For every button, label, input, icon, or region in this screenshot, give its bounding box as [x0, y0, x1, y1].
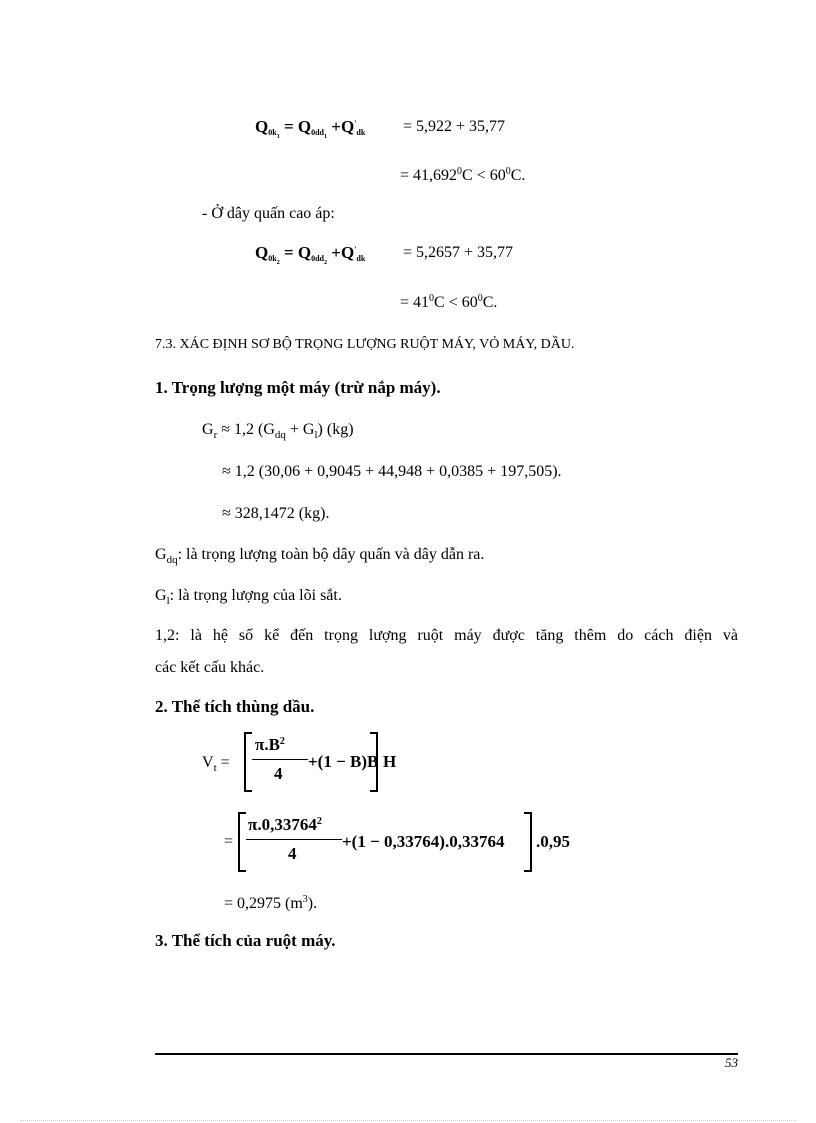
vt2-left-bracket	[238, 812, 246, 872]
vt-fraction-line	[252, 759, 308, 760]
heading-3: 3. Thể tích của ruột máy.	[155, 931, 336, 950]
vt2-equals: =	[224, 833, 234, 850]
coefficient-line-1: 1,2: là hệ số kể đến trọng lượng ruột máy được tăng thêm do cách điện và	[155, 627, 738, 644]
section-title: 7.3. XÁC ĐỊNH SƠ BỘ TRỌNG LƯỢNG RUỘT MÁY, VỎ MÁY, DẦU.	[155, 337, 575, 352]
vt2-end: .0,95	[536, 832, 570, 851]
vt-tail: +(1 − B)B	[308, 752, 379, 771]
page-bottom-border	[20, 1120, 796, 1121]
vt-right-bracket	[370, 732, 378, 792]
vt2-right-bracket	[524, 812, 532, 872]
vt-numerator: $\pi.B^2$	[255, 735, 285, 754]
vt2-tail: +(1 − 0,33764).0,33764	[342, 832, 505, 851]
gdq-definition: $G_{dq}$: là trọng lượng toàn bộ dây quấn và dây dẫn ra.	[155, 546, 485, 566]
vt-label: $V_t$ =	[202, 754, 230, 774]
gl-definition: $G_l$: là trọng lượng của lõi sắt.	[155, 587, 342, 607]
q-formula-1-rhs: = 5,922 + 35,77	[403, 118, 506, 135]
vt-denominator: 4	[274, 764, 283, 783]
q-formula-2: $Q0k_2 = Q0dd_2 +Q'dk$	[255, 243, 366, 266]
gr-formula-line2: ≈ 1,2 (30,06 + 0,9045 + 44,948 + 0,0385 + 197,505).	[222, 463, 562, 480]
vt-h: H	[383, 752, 397, 771]
cao-ap-line: - Ở dây quấn cao áp:	[202, 205, 335, 222]
q-formula-1-result: = $41,692^0C < 60^0C$.	[400, 166, 526, 184]
page-number: 53	[725, 1055, 738, 1070]
vt2-numerator: π.0,33764$^2$	[248, 815, 322, 834]
q-formula-1: $Q0k_1 = Q0dd_1 +Q'dk$	[255, 117, 366, 140]
coefficient-line-2: các kết cấu khác.	[155, 659, 265, 676]
vt2-fraction-line	[246, 839, 342, 840]
gr-formula: $G_r \approx 1,2$ $(G_{dq} + G_l)$ (kg)	[202, 421, 354, 441]
heading-1: 1. Trọng lượng một máy (trừ nắp máy).	[155, 378, 441, 397]
vt-left-bracket	[244, 732, 252, 792]
q-formula-2-result: = $41^0C < 60^0C$.	[400, 293, 498, 311]
q-formula-2-rhs: = 5,2657 + 35,77	[403, 244, 514, 261]
gr-formula-line3: ≈ 328,1472 (kg).	[222, 505, 330, 522]
heading-2: 2. Thể tích thùng dầu.	[155, 697, 315, 716]
vt2-denominator: 4	[288, 844, 297, 863]
footer-rule	[155, 1053, 738, 1055]
vt-result: = 0,2975 $(m^3)$.	[224, 894, 318, 912]
